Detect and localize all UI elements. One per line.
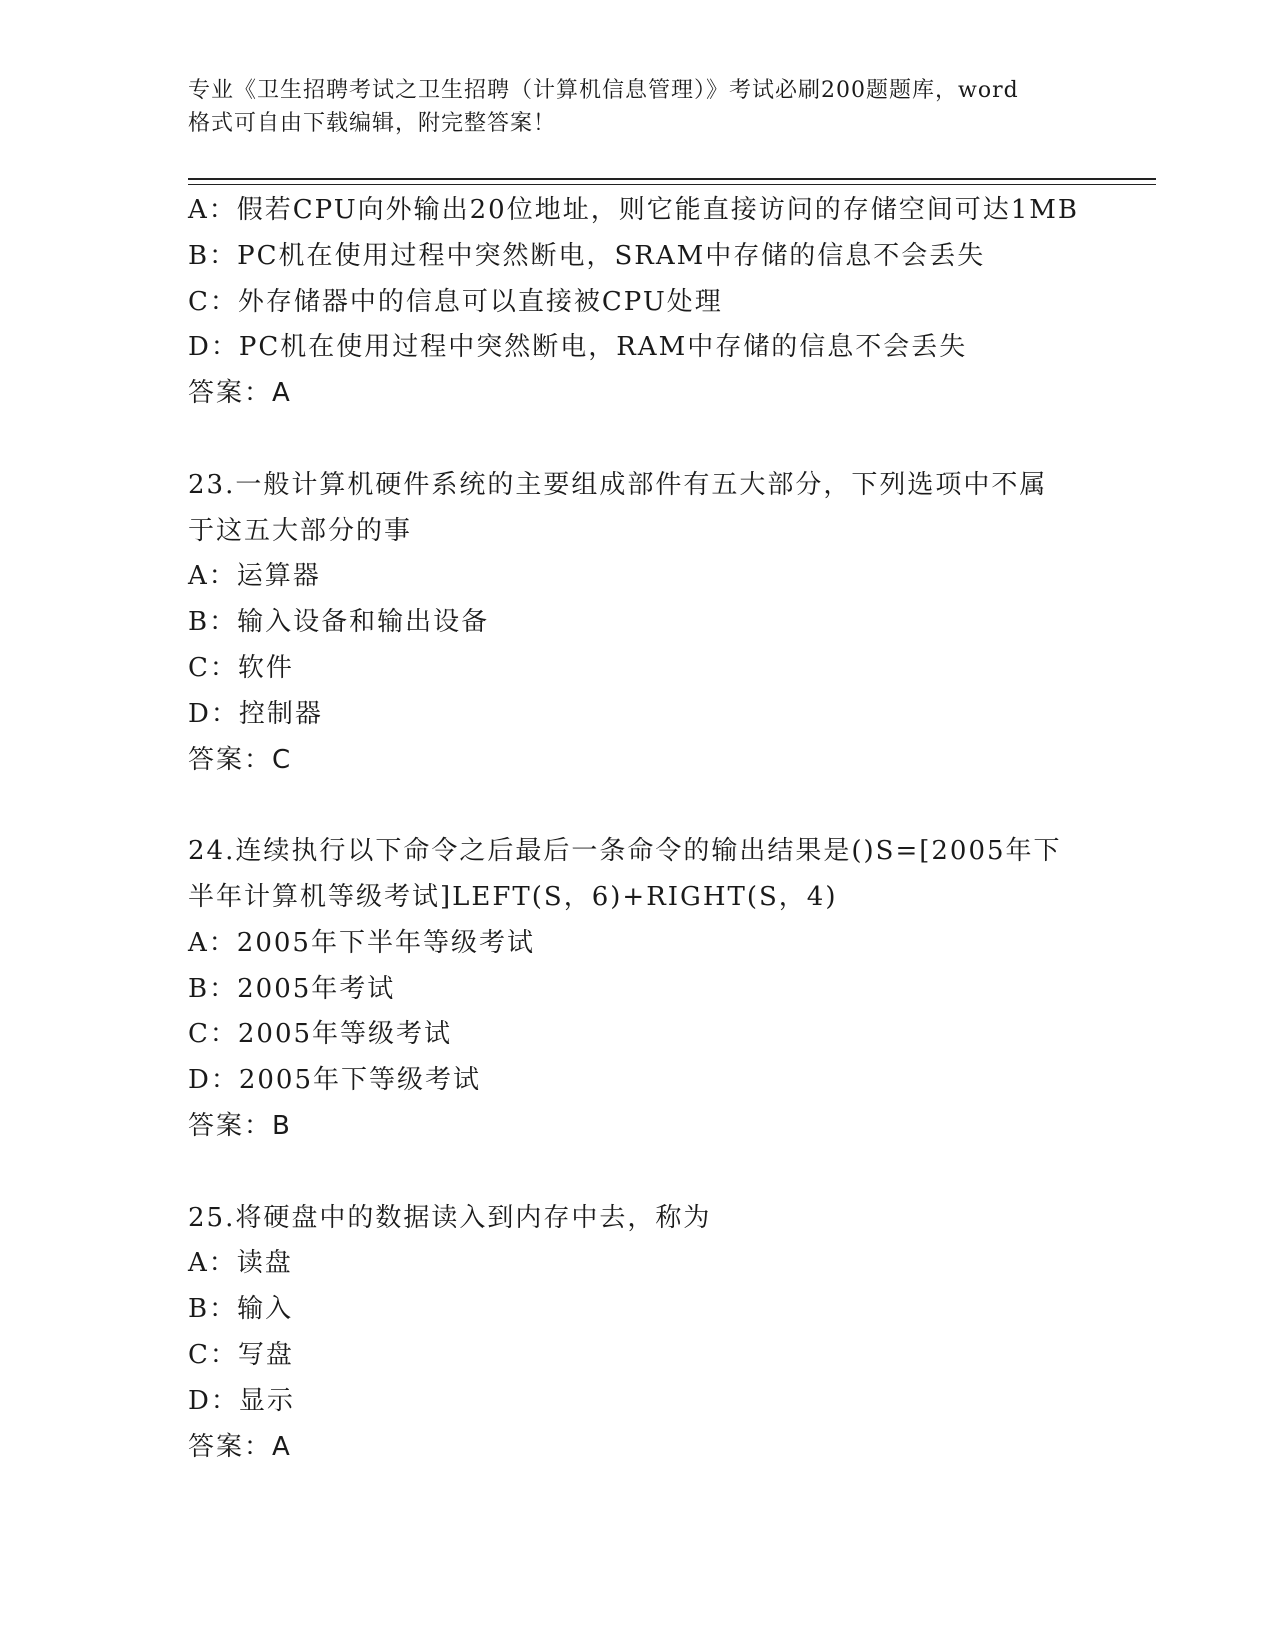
option-c: C：2005年等级考试 [188,1019,453,1050]
question-text-line-2: 半年计算机等级考试]LEFT(S，6)+RIGHT(S，4) [188,881,838,912]
option-a: A：读盘 [188,1248,293,1279]
answer: 答案：A [188,1431,292,1462]
header-line-1: 专业《卫生招聘考试之卫生招聘（计算机信息管理）》考试必刷200题题库，word [188,78,1019,103]
option-c: C：写盘 [188,1339,294,1370]
option-a: A：2005年下半年等级考试 [188,927,535,958]
question-text-line-2: 于这五大部分的事 [188,515,413,546]
option-d: D：控制器 [188,698,323,729]
spacer [188,783,1088,829]
option-a: A：运算器 [188,561,321,592]
header-rule-thick [188,178,1156,180]
option-b: B：输入 [188,1294,294,1325]
option-b: B：2005年考试 [188,973,396,1004]
spacer [188,1150,1088,1196]
question-22 [188,188,1088,417]
spacer [188,417,1088,463]
answer: 答案：C [188,744,293,775]
option-b: B：输入设备和输出设备 [188,607,490,638]
answer: 答案：A [188,378,292,409]
question-text-line-1: 23.一般计算机硬件系统的主要组成部件有五大部分，下列选项中不属 [188,469,1048,500]
option-d: D：显示 [188,1385,295,1416]
question-list [188,188,1088,1470]
option-a: A：假若CPU向外输出20位地址，则它能直接访问的存储空间可达1MB [188,195,1079,225]
document-header [188,74,1088,140]
question-text-line-1: 24.连续执行以下命令之后最后一条命令的输出结果是()S=[2005年下 [188,836,1062,867]
answer: 答案：B [188,1110,292,1141]
option-c: C：外存储器中的信息可以直接被CPU处理 [188,286,723,317]
header-rule-thin [188,184,1156,185]
option-d: D：2005年下等级考试 [188,1065,482,1096]
question-23 [188,463,1088,784]
option-c: C：软件 [188,652,294,683]
question-24 [188,829,1088,1150]
option-d: D：PC机在使用过程中突然断电，RAM中存储的信息不会丢失 [188,332,968,363]
option-b: B：PC机在使用过程中突然断电，SRAM中存储的信息不会丢失 [188,240,986,271]
header-line-2: 格式可自由下载编辑，附完整答案！ [188,111,557,136]
question-text-line-1: 25.将硬盘中的数据读入到内存中去，称为 [188,1202,712,1233]
question-25 [188,1196,1088,1471]
